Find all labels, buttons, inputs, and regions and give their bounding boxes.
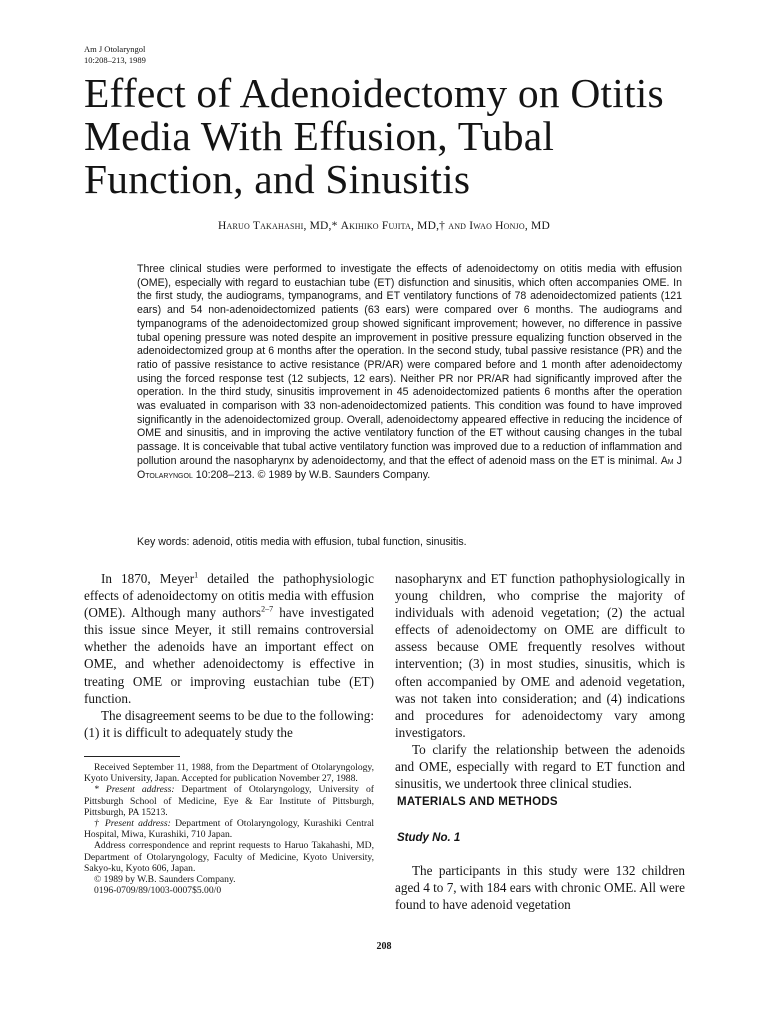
journal-name: Am J Otolaryngol [84, 44, 146, 54]
footnote-correspondence: Address correspondence and reprint requests to Haruo Takahashi, MD, Department of Otolaryngology, Faculty of Medicine, Kyoto University, Sakyo-ku, Kyoto 606, Japan. [84, 840, 374, 874]
methods-paragraph-1: The participants in this study were 132 children aged 4 to 7, with 184 ears with chronic OME. All were found to have adenoid vegetation [395, 863, 685, 913]
footnote-received: Received September 11, 1988, from the Department of Otolaryngology, Kyoto University, Japan. Accepted for publication November 27, 1988. [84, 762, 374, 785]
footnote-copyright: © 1989 by W.B. Saunders Company. [94, 874, 236, 886]
page-number: 208 [376, 941, 392, 952]
section-heading: MATERIALS AND METHODS [397, 796, 558, 808]
subsection-heading: Study No. 1 [397, 832, 461, 844]
footnote-present-address-2: † Present address: Department of Otolaryngology, Kurashiki Central Hospital, Miwa, Kurashiki, 710 Japan. [84, 818, 375, 841]
intro-paragraph-2-continued: nasopharynx and ET function pathophysiologically in young children, who comprise the majority of individuals with adenoid vegetation; (2) the actual effects of adenoidectomy on OME are difficult to assess because OME frequently resolves without intervention; (3) in most studies, sinusitis, which is often accompanied by OME and adenoid vegetation, was not taken into consideration; and (4) indications and procedures for adenoidectomy vary among investigators. [395, 571, 685, 740]
intro-paragraph-3: To clarify the relationship between the adenoids and OME, especially with regard to ET function and sinusitis, we undertook three clinical studies. [395, 741, 685, 792]
body-column-left [84, 570, 374, 741]
author-1: Haruo Takahashi, MD,* [218, 220, 338, 232]
author-3: Iwao Honjo, MD [469, 220, 550, 232]
citation-superscript: 1 [194, 570, 199, 580]
journal-volume: 10:208–213, 1989 [84, 54, 146, 65]
abstract-citation-journal: Am J Otolaryngol [137, 454, 682, 481]
journal-citation [84, 44, 146, 65]
author-conjunction: and [448, 220, 467, 232]
intro-paragraph-1: In 1870, Meyer$^1$ detailed the pathophysiologic effects of adenoidectomy on otitis media with effusion (OME). Although many authors$^{2-7}$ have investigated this issue since Meyer, it still remains controversial whether the adenoids have an important effect on OME, and whether adenoidectomy is effective in treating OME or improving eustachian tube (ET) function. [84, 570, 374, 706]
citation-superscript: 2–7 [261, 604, 274, 614]
intro-paragraph-2: The disagreement seems to be due to the following: (1) it is difficult to adequately study the [84, 707, 374, 740]
footnote-present-address-1: * Present address: Department of Otolaryngology, University of Pittsburgh School of Medicine, Eye & Ear Institute of Pittsburgh, Pittsburgh, PA 15213. [84, 784, 374, 818]
article-title: Effect of Adenoidectomy on Otitis Media With Effusion, Tubal Function, and Sinusitis [84, 70, 664, 202]
author-2: Akihiko Fujita, MD,† [340, 220, 446, 232]
body-column-right-lower [395, 862, 685, 913]
abstract-citation-rest: 10:208–213. © 1989 by W.B. Saunders Company. [195, 468, 431, 481]
footnote-divider [84, 756, 180, 757]
abstract [137, 263, 682, 482]
footnote-code: 0196-0709/89/1003-0007$5.00/0 [94, 885, 222, 897]
author-line [0, 220, 768, 232]
keywords: Key words: adenoid, otitis media with effusion, tubal function, sinusitis. [137, 536, 467, 548]
footnotes [84, 762, 374, 896]
abstract-text: Three clinical studies were performed to investigate the effects of adenoidectomy on otitis media with effusion (OME), especially with regard to eustachian tube (ET) disfunction and sinusitis, which often accompanies OME. In the first study, the audiograms, tympanograms, and ET ventilatory functions of 78 adenoidectomized patients (121 ears) and 54 non-adenoidectomized patients (63 ears) were compared over 6 months. The audiograms and tympanograms of the adenoidectomized group showed significant improvement; however, no difference in passive tubal opening pressure was noted despite an improvement in positive pressure equalizing function observed in the adenoidectomized group at 6 months after the operation. In the second study, tubal passive resistance (PR) and the ratio of passive resistance to active resistance (PR/AR) were compared before and 1 month after adenoidectomy using the forced response test (12 subjects, 12 ears). Neither PR nor PR/AR had significantly improved after the operation. In the third study, sinusitis improvement in 45 adenoidectomized patients 6 months after the operation was evaluated in comparison with 33 non-adenoidectomized patients. This condition was found to have improved significantly in the adenoidectomized group. Overall, adenoidectomy appeared effective in reducing the incidence of OME and sinusitis, and in improving the active ventilatory function of the ET without causing changes in the tubal passage. It is conceivable that tubal active ventilatory function was improved due to a reduction of inflammation and pollution around the nasopharynx by adenoidectomy, and that the effect of adenoid mass on the ET is minimal. [137, 263, 682, 467]
body-column-right [395, 570, 685, 792]
